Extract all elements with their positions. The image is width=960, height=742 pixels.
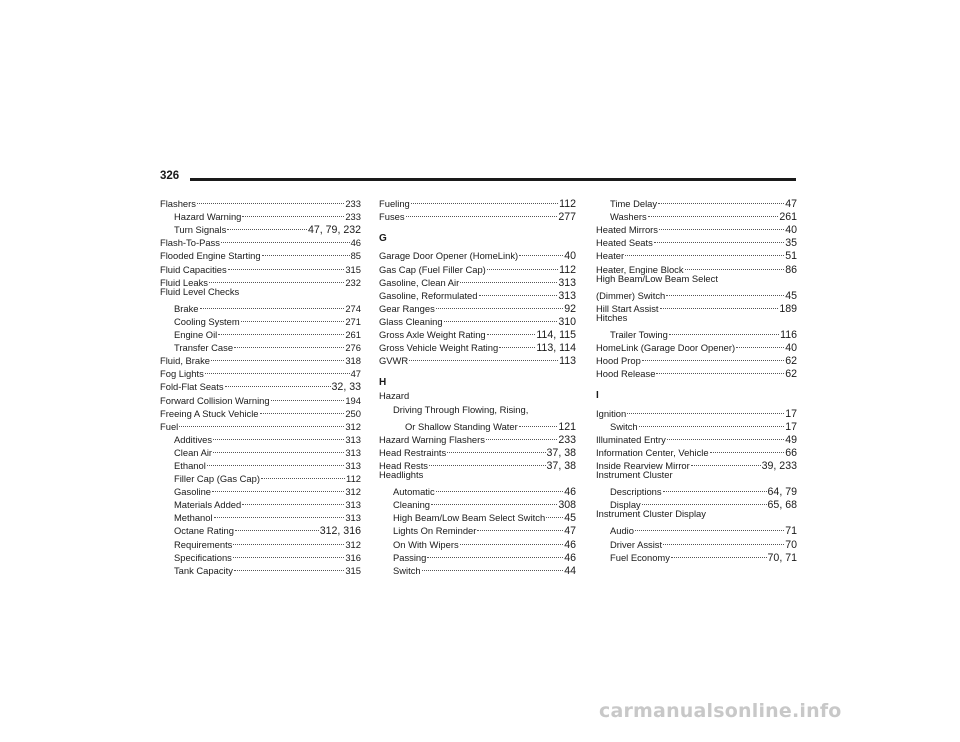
dot-leader: [436, 295, 563, 309]
entry-term: Hitches: [596, 311, 628, 323]
dot-leader: [211, 347, 344, 361]
entry-page-ref[interactable]: 45: [785, 289, 797, 302]
entry-page-ref[interactable]: 113: [559, 355, 576, 368]
entry-page-ref[interactable]: 189: [779, 302, 797, 315]
dot-leader: [736, 334, 784, 348]
dot-leader: [447, 439, 545, 453]
entry-term: Flashers: [160, 198, 196, 210]
entry-page-ref[interactable]: 312, 316: [319, 525, 361, 538]
entry-term: Gasoline, Clean Air: [379, 276, 460, 288]
entry-page-ref[interactable]: 316: [345, 551, 361, 563]
index-entry: [379, 206, 576, 224]
entry-term: Time Delay: [610, 198, 658, 210]
entry-term: Illuminated Entry: [596, 433, 666, 445]
entry-term: Hazard: [379, 390, 410, 402]
entry-page-ref[interactable]: 116: [780, 329, 797, 342]
dot-leader: [627, 400, 784, 414]
dot-leader: [519, 242, 563, 256]
dot-leader: [460, 530, 564, 544]
section-gap: [379, 219, 576, 232]
entry-page-ref[interactable]: 271: [345, 315, 361, 327]
entry-term: Head Rests: [379, 459, 428, 471]
dot-leader: [235, 517, 319, 531]
entry-page-ref[interactable]: 40: [564, 250, 576, 263]
dot-leader: [648, 203, 779, 217]
header-rule: [190, 178, 796, 181]
dot-leader: [179, 413, 344, 427]
entry-page-ref[interactable]: 66: [785, 446, 797, 459]
entry-term: Inside Rearview Mirror: [596, 459, 690, 471]
dot-leader: [233, 530, 344, 544]
entry-term: Headlights: [379, 468, 424, 480]
entry-page-ref[interactable]: 233: [345, 198, 361, 210]
entry-page-ref[interactable]: 47: [785, 198, 797, 211]
entry-term: Fluid Level Checks: [160, 285, 240, 297]
entry-page-ref[interactable]: 233: [558, 433, 576, 446]
dot-leader: [225, 373, 331, 387]
entry-page-ref[interactable]: 274: [345, 302, 361, 314]
entry-term: Gas Cap (Fuel Filler Cap): [379, 263, 486, 275]
dot-leader: [422, 557, 564, 571]
entry-page-ref[interactable]: 232: [345, 276, 361, 288]
entry-page-ref[interactable]: 62: [785, 368, 797, 381]
entry-page-ref[interactable]: 37, 38: [546, 459, 576, 472]
entry-term: Engine Oil: [174, 329, 218, 341]
entry-page-ref[interactable]: 39, 233: [761, 459, 797, 472]
entry-term: Driver Assist: [610, 538, 663, 550]
dot-leader: [406, 203, 558, 217]
dot-leader: [271, 386, 345, 400]
entry-page-ref[interactable]: 46: [564, 538, 576, 551]
dot-leader: [685, 255, 785, 269]
dot-leader: [659, 216, 784, 230]
entry-term: Transfer Case: [174, 342, 234, 354]
entry-term: Heater: [596, 250, 625, 262]
entry-term: Instrument Cluster: [596, 468, 673, 480]
entry-page-ref[interactable]: 47: [564, 525, 576, 538]
entry-term: Ignition: [596, 407, 627, 419]
entry-term: Instrument Cluster Display: [596, 508, 706, 520]
entry-term: Head Restraints: [379, 446, 447, 458]
entry-page-ref[interactable]: 315: [345, 564, 361, 576]
entry-term: Fuel Economy: [610, 551, 670, 563]
dot-leader: [477, 517, 563, 531]
index-column-2: [379, 193, 576, 577]
entry-term: Flooded Engine Starting: [160, 250, 261, 262]
entry-page-ref[interactable]: 37, 38: [546, 446, 576, 459]
dot-leader: [639, 413, 785, 427]
dot-leader: [227, 216, 307, 230]
dot-leader: [656, 360, 784, 374]
dot-leader: [262, 242, 350, 256]
entry-term: Additives: [174, 433, 213, 445]
entry-term: Cooling System: [174, 315, 240, 327]
entry-page-ref[interactable]: 70: [785, 538, 797, 551]
entry-page-ref[interactable]: 312: [345, 538, 361, 550]
dot-leader: [666, 282, 784, 296]
entry-page-ref[interactable]: 17: [785, 407, 797, 420]
dot-leader: [499, 334, 535, 348]
dot-leader: [642, 347, 784, 361]
entry-term: Specifications: [174, 551, 232, 563]
dot-leader: [519, 413, 558, 427]
entry-page-ref[interactable]: 112: [346, 473, 361, 485]
entry-term: Hazard Warning Flashers: [379, 433, 485, 445]
dot-leader: [205, 360, 350, 374]
section-letter: G: [379, 233, 387, 245]
entry-page-ref[interactable]: 64, 79: [767, 486, 797, 499]
entry-term: Fueling: [379, 198, 410, 210]
entry-term: Or Shallow Standing Water: [405, 420, 518, 432]
entry-term: Switch: [393, 564, 421, 576]
dot-leader: [486, 426, 557, 440]
entry-page-ref[interactable]: 310: [558, 315, 576, 328]
entry-term: Audio: [610, 525, 634, 537]
dot-leader: [218, 321, 344, 335]
dot-leader: [212, 478, 344, 492]
dot-leader: [444, 308, 558, 322]
dot-leader: [660, 295, 779, 309]
entry-page-ref[interactable]: 40: [785, 342, 797, 355]
dot-leader: [710, 439, 785, 453]
entry-term: Descriptions: [610, 486, 662, 498]
entry-term: Passing: [393, 551, 427, 563]
entry-page-ref[interactable]: 276: [345, 342, 361, 354]
entry-page-ref[interactable]: 113, 114: [536, 342, 576, 355]
watermark: carmanualsonline.info: [599, 700, 842, 722]
entry-page-ref[interactable]: 313: [345, 459, 361, 471]
entry-page-ref[interactable]: 45: [564, 512, 576, 525]
entry-term: Ethanol: [174, 459, 206, 471]
dot-leader: [431, 491, 557, 505]
entry-term: Freeing A Stuck Vehicle: [160, 407, 259, 419]
entry-term: Materials Added: [174, 499, 242, 511]
dot-leader: [233, 544, 345, 558]
entry-page-ref[interactable]: 261: [345, 329, 361, 341]
entry-page-ref[interactable]: 315: [345, 263, 361, 275]
dot-leader: [429, 452, 546, 466]
dot-leader: [635, 517, 784, 531]
entry-page-ref[interactable]: 318: [345, 355, 361, 367]
dot-leader: [669, 321, 779, 335]
entry-page-ref[interactable]: 85: [350, 250, 361, 262]
dot-leader: [546, 504, 563, 518]
entry-term: Brake: [174, 302, 199, 314]
entry-term: Hazard Warning: [174, 211, 242, 223]
entry-page-ref[interactable]: 312: [345, 486, 361, 498]
entry-term: Gear Ranges: [379, 302, 435, 314]
dot-leader: [625, 242, 784, 256]
entry-term: Glass Cleaning: [379, 315, 443, 327]
entry-term: Information Center, Vehicle: [596, 446, 709, 458]
entry-page-ref[interactable]: 40: [785, 224, 797, 237]
entry-page-ref[interactable]: 261: [779, 211, 797, 224]
entry-page-ref[interactable]: 114, 115: [536, 329, 576, 342]
dot-leader: [213, 439, 344, 453]
dot-leader: [487, 255, 558, 269]
section-gap: [379, 363, 576, 376]
entry-term: Hood Prop: [596, 355, 641, 367]
dot-leader: [427, 544, 563, 558]
dot-leader: [460, 269, 557, 283]
entry-term: Methanol: [174, 512, 213, 524]
dot-leader: [234, 334, 344, 348]
entry-term: Gasoline, Reformulated: [379, 289, 478, 301]
entry-term: Hill Start Assist: [596, 302, 659, 314]
dot-leader: [242, 203, 344, 217]
entry-term: Display: [610, 499, 641, 511]
dot-leader: [487, 321, 536, 335]
entry-page-ref[interactable]: 47, 79, 232: [307, 224, 361, 237]
entry-term: Hood Release: [596, 368, 656, 380]
dot-leader: [200, 295, 345, 309]
section-letter: I: [596, 390, 599, 402]
entry-page-ref[interactable]: 313: [345, 433, 361, 445]
entry-page-ref[interactable]: 313: [345, 446, 361, 458]
dot-leader: [234, 557, 344, 571]
index-entry: [596, 258, 797, 276]
dot-leader: [197, 190, 344, 204]
dot-leader: [242, 491, 344, 505]
entry-page-ref[interactable]: 312: [345, 420, 361, 432]
entry-page-ref[interactable]: 313: [345, 499, 361, 511]
entry-term: High Beam/Low Beam Select: [596, 272, 718, 284]
dot-leader: [260, 400, 345, 414]
index-column-3: [596, 193, 797, 564]
entry-term: Heated Seats: [596, 237, 653, 249]
dot-leader: [663, 478, 767, 492]
entry-page-ref[interactable]: 308: [558, 499, 576, 512]
entry-page-ref[interactable]: 46: [564, 551, 576, 564]
entry-term: Heater, Engine Block: [596, 263, 684, 275]
index-column-1: [160, 193, 361, 576]
page-number: 326: [160, 170, 180, 182]
dot-leader: [667, 426, 784, 440]
entry-term: Gasoline: [174, 486, 212, 498]
entry-term: Fluid, Brake: [160, 355, 211, 367]
dot-leader: [409, 347, 558, 361]
entry-term: Flash-To-Pass: [160, 237, 220, 249]
entry-term: Heated Mirrors: [596, 224, 658, 236]
dot-leader: [479, 282, 558, 296]
entry-term: Switch: [610, 420, 638, 432]
entry-term: Garage Door Opener (HomeLink): [379, 250, 519, 262]
dot-leader: [221, 229, 350, 243]
entry-term: Fold-Flat Seats: [160, 381, 224, 393]
entry-term: Trailer Towing: [610, 329, 668, 341]
entry-page-ref[interactable]: 313: [345, 512, 361, 524]
entry-page-ref[interactable]: 277: [558, 211, 576, 224]
entry-term: High Beam/Low Beam Select Switch: [393, 512, 546, 524]
dot-leader: [411, 190, 558, 204]
dot-leader: [663, 530, 784, 544]
dot-leader: [654, 229, 784, 243]
entry-term: Octane Rating: [174, 525, 234, 537]
dot-leader: [642, 491, 767, 505]
entry-page-ref[interactable]: 194: [345, 394, 361, 406]
entry-term: Gross Vehicle Weight Rating: [379, 342, 499, 354]
entry-term: Fluid Capacities: [160, 263, 227, 275]
dot-leader: [261, 465, 345, 479]
entry-page-ref[interactable]: 92: [564, 302, 576, 315]
entry-page-ref[interactable]: 313: [558, 289, 576, 302]
entry-term: Forward Collision Warning: [160, 394, 270, 406]
entry-page-ref[interactable]: 313: [558, 276, 576, 289]
entry-page-ref[interactable]: 46: [564, 486, 576, 499]
entry-page-ref[interactable]: 17: [785, 420, 797, 433]
section-letter: H: [379, 377, 387, 389]
entry-term: Requirements: [174, 538, 233, 550]
entry-term: Clean Air: [174, 446, 213, 458]
entry-term: Tank Capacity: [174, 564, 233, 576]
entry-page-ref[interactable]: 65, 68: [767, 499, 797, 512]
entry-term: Fluid Leaks: [160, 276, 208, 288]
entry-page-ref[interactable]: 32, 33: [331, 381, 361, 394]
entry-term: Fog Lights: [160, 368, 204, 380]
entry-term: Washers: [610, 211, 647, 223]
dot-leader: [207, 452, 345, 466]
dot-leader: [436, 478, 564, 492]
entry-term: Automatic: [393, 486, 435, 498]
entry-term: On With Wipers: [393, 538, 459, 550]
entry-term: (Dimmer) Switch: [596, 289, 666, 301]
dot-leader: [658, 190, 784, 204]
entry-term: HomeLink (Garage Door Opener): [596, 342, 736, 354]
entry-page-ref[interactable]: 121: [558, 420, 576, 433]
index-entry: [379, 350, 576, 368]
entry-page-ref[interactable]: 86: [785, 263, 797, 276]
dot-leader: [241, 308, 345, 322]
dot-leader: [671, 544, 767, 558]
entry-term: Filler Cap (Gas Cap): [174, 473, 260, 485]
entry-term: Driving Through Flowing, Rising,: [393, 403, 529, 415]
entry-page-ref[interactable]: 35: [785, 237, 797, 250]
entry-term: Fuses: [379, 211, 405, 223]
entry-page-ref[interactable]: 250: [345, 407, 361, 419]
entry-page-ref[interactable]: 44: [564, 564, 576, 577]
index-entry: [379, 389, 576, 402]
entry-term: Gross Axle Weight Rating: [379, 329, 486, 341]
entry-page-ref[interactable]: 47: [350, 368, 361, 380]
entry-term: Cleaning: [393, 499, 431, 511]
entry-page-ref[interactable]: 71: [785, 525, 797, 538]
entry-term: Fuel: [160, 420, 179, 432]
entry-term: Lights On Reminder: [393, 525, 477, 537]
entry-page-ref[interactable]: 46: [350, 237, 361, 249]
dot-leader: [213, 426, 344, 440]
dot-leader: [209, 269, 344, 283]
entry-page-ref[interactable]: 112: [559, 263, 576, 276]
dot-leader: [228, 255, 345, 269]
entry-term: GVWR: [379, 355, 409, 367]
entry-term: Turn Signals: [174, 224, 227, 236]
entry-page-ref[interactable]: 51: [785, 250, 797, 263]
entry-page-ref[interactable]: 70, 71: [767, 551, 797, 564]
dot-leader: [691, 452, 761, 466]
dot-leader: [214, 504, 345, 518]
entry-page-ref[interactable]: 62: [785, 355, 797, 368]
entry-page-ref[interactable]: 112: [559, 198, 576, 211]
entry-page-ref[interactable]: 233: [345, 211, 361, 223]
entry-page-ref[interactable]: 49: [785, 433, 797, 446]
